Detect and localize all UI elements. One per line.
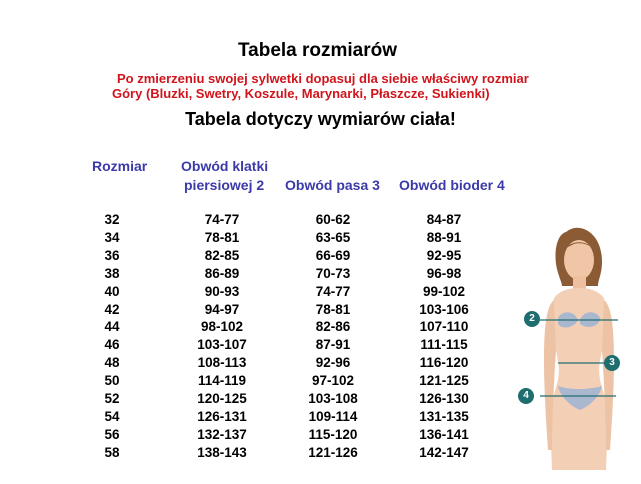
- cell-waist: 103-108: [308, 391, 358, 406]
- cell-waist: 60-62: [315, 212, 351, 227]
- cell-hips: 142-147: [419, 444, 469, 460]
- cell-hips: 84-87: [426, 212, 462, 227]
- cell-size: 32: [104, 212, 120, 227]
- cell-chest: 108-113: [197, 355, 247, 371]
- cell-chest: 138-143: [197, 444, 247, 460]
- cell-chest: 114-119: [197, 373, 247, 389]
- cell-waist: 121-126: [308, 444, 358, 460]
- cell-size: 46: [104, 337, 120, 353]
- cell-hips: 107-110: [419, 319, 469, 335]
- cell-chest: 103-107: [197, 337, 247, 353]
- cell-size: 38: [104, 265, 120, 281]
- body-silhouette-icon: [518, 220, 638, 470]
- cell-waist: 97-102: [311, 373, 355, 389]
- marker-chest: 2: [524, 311, 540, 327]
- cell-chest: 78-81: [204, 229, 240, 245]
- cell-waist: 82-86: [315, 319, 351, 335]
- cell-size: 54: [104, 408, 120, 424]
- body-figure: [518, 220, 638, 470]
- header-waist: Obwód pasa 3: [285, 177, 380, 193]
- cell-hips: 121-125: [419, 373, 469, 389]
- cell-waist: 66-69: [315, 247, 351, 263]
- header-chest-line-2: piersiowej 2: [184, 177, 265, 193]
- cell-size: 52: [104, 391, 120, 406]
- cell-waist: 63-65: [315, 229, 351, 245]
- cell-size: 36: [104, 247, 120, 263]
- cell-chest: 74-77: [204, 212, 240, 227]
- cell-chest: 86-89: [204, 265, 240, 281]
- cell-waist: 78-81: [315, 301, 351, 317]
- cell-size: 50: [104, 373, 120, 389]
- cell-chest: 98-102: [200, 319, 244, 335]
- cell-size: 56: [104, 426, 120, 442]
- cell-chest: 126-131: [197, 408, 247, 424]
- cell-chest: 120-125: [197, 391, 247, 406]
- cell-hips: 126-130: [419, 391, 469, 406]
- cell-waist: 92-96: [315, 355, 351, 371]
- cell-chest: 90-93: [204, 283, 240, 299]
- body-measurements-subtitle: Tabela dotyczy wymiarów ciała!: [185, 109, 456, 129]
- cell-hips: 116-120: [419, 355, 469, 371]
- cell-waist: 109-114: [308, 408, 358, 424]
- marker-waist: 3: [604, 355, 620, 371]
- cell-hips: 111-115: [420, 337, 468, 353]
- cell-waist: 74-77: [315, 283, 351, 299]
- cell-chest: 94-97: [204, 301, 240, 317]
- header-size: Rozmiar: [92, 158, 148, 174]
- cell-hips: 136-141: [419, 426, 469, 442]
- cell-hips: 96-98: [426, 265, 462, 281]
- cell-size: 34: [104, 229, 120, 245]
- page-title: Tabela rozmiarów: [237, 40, 398, 61]
- fit-note-line-2: Góry (Bluzki, Swetry, Koszule, Marynarki, Płaszcze, Sukienki): [112, 86, 490, 101]
- header-chest-line-1: Obwód klatki: [181, 158, 269, 174]
- cell-chest: 82-85: [204, 247, 240, 263]
- header-hips: Obwód bioder 4: [399, 177, 505, 193]
- cell-size: 44: [104, 319, 120, 335]
- cell-size: 42: [104, 301, 120, 317]
- fit-note-line-1: Po zmierzeniu swojej sylwetki dopasuj dla siebie właściwy rozmiar: [117, 71, 529, 86]
- cell-hips: 103-106: [419, 301, 469, 317]
- cell-size: 58: [104, 444, 120, 460]
- cell-size: 48: [104, 355, 120, 371]
- cell-hips: 131-135: [419, 408, 469, 424]
- cell-waist: 70-73: [315, 265, 351, 281]
- cell-size: 40: [104, 283, 120, 299]
- cell-hips: 92-95: [426, 247, 462, 263]
- cell-waist: 115-120: [308, 426, 358, 442]
- cell-hips: 88-91: [426, 229, 462, 245]
- cell-hips: 99-102: [422, 283, 466, 299]
- marker-hips: 4: [518, 388, 534, 404]
- cell-waist: 87-91: [315, 337, 351, 353]
- cell-chest: 132-137: [197, 426, 247, 442]
